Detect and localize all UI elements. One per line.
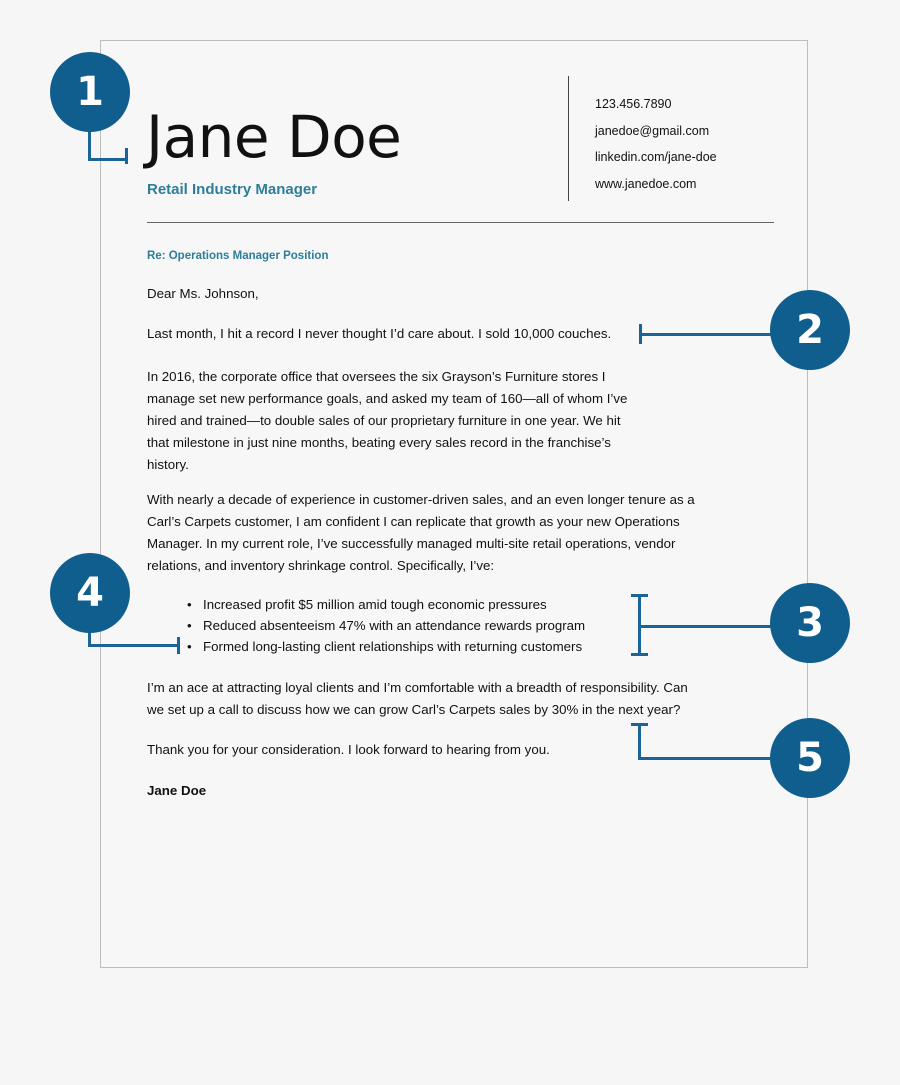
bullet-text: Reduced absenteeism 47% with an attendance rewards program (203, 618, 586, 633)
experience-paragraph (147, 489, 695, 577)
applicant-title: Retail Industry Manager (147, 181, 318, 198)
closing-paragraph (147, 677, 688, 721)
thanks-line: Thank you for your consideration. I look forward to hearing from you. (147, 742, 550, 757)
callout-3-connector (638, 625, 772, 628)
list-item: • Formed long-lasting client relationships with returning customers (187, 639, 583, 654)
contact-block (595, 97, 717, 203)
experience-line: Manager. In my current role, I’ve successfully managed multi-site retail operations, vendor (147, 536, 676, 551)
story-line: In 2016, the corporate office that oversees the six Grayson’s Furniture stores I (147, 369, 606, 384)
callout-badge-4: 4 (50, 553, 130, 633)
experience-line: relations, and inventory shrinkage control. Specifically, I’ve: (147, 558, 495, 573)
story-line: that milestone in just nine months, beating every sales record in the franchise’s (147, 435, 611, 450)
callout-1-tick (125, 148, 128, 164)
experience-line: With nearly a decade of experience in customer-driven sales, and an even longer tenure as a (147, 492, 695, 507)
callout-4-tick (177, 637, 180, 654)
closing-line: I’m an ace at attracting loyal clients and I’m comfortable with a breadth of responsibility. Can (147, 680, 688, 695)
contact-website: www.janedoe.com (595, 176, 697, 191)
callout-badge-2: 2 (770, 290, 850, 370)
experience-line: Carl’s Carpets customer, I am confident I can replicate that growth as your new Operations (147, 514, 680, 529)
callout-4-connector (88, 644, 180, 647)
callout-3-bracket (631, 653, 648, 656)
hook-paragraph: Last month, I hit a record I never thought I’d care about. I sold 10,000 couches. (147, 326, 612, 341)
story-paragraph (147, 366, 627, 476)
bullet-text: Formed long-lasting client relationships with returning customers (203, 639, 583, 654)
header-rule (147, 222, 774, 223)
callout-5-tick (631, 723, 648, 726)
signature: Jane Doe (147, 783, 207, 798)
story-line: manage set new performance goals, and asked my team of 160—all of whom I’ve (147, 391, 628, 406)
list-item: • Increased profit $5 million amid tough economic pressures (187, 597, 547, 612)
greeting: Dear Ms. Johnson, (147, 286, 259, 301)
callout-badge-5: 5 (770, 718, 850, 798)
achievement-list (147, 594, 585, 657)
story-line: history. (147, 457, 189, 472)
callout-1-connector (88, 128, 91, 161)
header-divider (568, 76, 569, 201)
applicant-name: Jane Doe (146, 103, 402, 171)
callout-5-connector (638, 723, 641, 760)
callout-1-connector (88, 158, 128, 161)
callout-2-connector (640, 333, 772, 336)
callout-3-bracket (631, 594, 648, 597)
list-item: • Reduced absenteeism 47% with an attendance rewards program (187, 618, 586, 633)
closing-line: we set up a call to discuss how we can grow Carl’s Carpets sales by 30% in the next year? (147, 702, 681, 717)
bullet-text: Increased profit $5 million amid tough economic pressures (203, 597, 547, 612)
callout-badge-3: 3 (770, 583, 850, 663)
story-line: hired and trained—to double sales of our proprietary furniture in one year. We hit (147, 413, 621, 428)
contact-phone: 123.456.7890 (595, 97, 672, 111)
callout-2-tick (639, 324, 642, 344)
subject-line: Re: Operations Manager Position (147, 250, 329, 262)
contact-linkedin: linkedin.com/jane-doe (595, 150, 717, 165)
callout-badge-1: 1 (50, 52, 130, 132)
callout-5-connector (638, 757, 772, 760)
contact-email: janedoe@gmail.com (595, 123, 710, 138)
